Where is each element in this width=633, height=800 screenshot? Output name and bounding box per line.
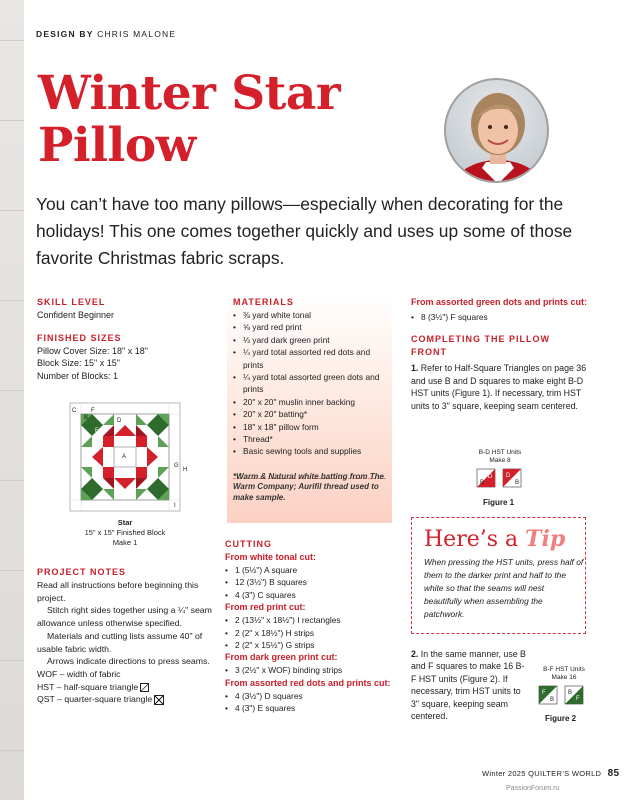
designer-name: CHRIS MALONE xyxy=(97,29,177,39)
material-item: • ⅜ yard white tonal xyxy=(233,309,388,321)
label-d: D xyxy=(117,418,122,424)
material-item: • 18" x 18" pillow form xyxy=(233,421,388,433)
abbr-hst: HST – half-square triangle xyxy=(37,681,139,692)
pillow-size: Pillow Cover Size: 18" x 18" xyxy=(37,345,148,356)
cut-item: • 4 (3½") D squares xyxy=(225,690,405,702)
step-2 xyxy=(411,648,529,722)
figure-1-diagram xyxy=(475,467,527,489)
figure-1-label xyxy=(465,449,535,465)
right-column xyxy=(411,296,591,412)
tip-title-text: Here’s a xyxy=(424,527,519,552)
block-size: Block Size: 15" x 15" xyxy=(37,358,120,369)
title-line-2: Pillow xyxy=(38,118,196,173)
material-item: • 20" x 20" muslin inner backing xyxy=(233,396,388,408)
completing-heading: COMPLETING THE PILLOW FRONT xyxy=(411,334,550,358)
star-block-diagram xyxy=(62,401,188,514)
figure-1-label-title: B-D HST Units xyxy=(478,449,522,456)
tip-title-script: Tip xyxy=(525,526,566,552)
note-seam: Stitch right sides together using a ¼" seam allowance unless otherwise specified. xyxy=(37,605,212,629)
byline xyxy=(36,29,176,39)
cutting-heading: CUTTING xyxy=(225,539,272,549)
block-caption-title: Star xyxy=(117,518,133,527)
folio-magazine: QUILTER’S WORLD xyxy=(528,769,602,778)
qst-icon xyxy=(154,695,164,705)
material-item: • Basic sewing tools and supplies xyxy=(233,445,388,457)
byline-label: DESIGN BY xyxy=(36,29,94,39)
materials-note: *Warm & Natural white batting from The Warm Company; Aurifil thread used to make sample. xyxy=(233,471,384,502)
designer-portrait xyxy=(444,78,549,183)
step-2-text: In the same manner, use B and F squares to make 16 B-F HST units (Figure 2). If necessary, trim HST units to 3" square, keeping seam centered. xyxy=(411,649,526,722)
cut-green-title: From dark green print cut: xyxy=(225,652,338,663)
fig2-letter: F xyxy=(576,696,580,702)
label-a: A xyxy=(122,454,127,460)
abbr-qst: QST – quarter-square triangle xyxy=(37,694,153,705)
step-1-number: 1. xyxy=(411,363,419,374)
number-of-blocks: Number of Blocks: 1 xyxy=(37,370,119,381)
tip-text: When pressing the HST units, press half of them to the darker print and half to the white so that the seams will nest beautifully when assembling the patchwork. xyxy=(424,557,584,619)
cut-item: • 2 (13½" x 18½") I rectangles xyxy=(225,614,405,626)
fig1-letter: B xyxy=(480,480,485,486)
step-1 xyxy=(411,362,591,412)
folio xyxy=(482,768,619,779)
step-2-number: 2. xyxy=(411,649,419,659)
note-instructions: Read all instructions before beginning this project. xyxy=(37,580,199,603)
skill-level-value: Confident Beginner xyxy=(37,310,115,320)
label-i: I xyxy=(174,503,176,509)
material-item: • ¼ yard total assorted red dots and prints xyxy=(233,346,388,371)
hst-icon xyxy=(140,683,149,692)
watermark: PassionForum.ru xyxy=(506,785,560,792)
figure-2-label-count: Make 16 xyxy=(551,674,577,681)
materials xyxy=(233,296,388,503)
left-column xyxy=(37,296,207,382)
cut-item: • 3 (2½" x WOF) binding strips xyxy=(225,664,405,676)
project-notes xyxy=(37,566,212,706)
fig1-letter: D xyxy=(488,474,493,480)
cut-item: • 8 (3½") F squares xyxy=(411,311,591,323)
block-caption-size: 15" x 15" Finished Block xyxy=(84,528,166,537)
figure-1-caption: Figure 1 xyxy=(483,498,515,507)
page-number: 85 xyxy=(607,768,620,779)
cut-item: • 4 (3") E squares xyxy=(225,702,405,714)
material-item: • ⅓ yard dark green print xyxy=(233,334,388,346)
title-line-1: Winter Star xyxy=(38,66,341,121)
figure-2-label xyxy=(532,666,596,682)
cut-item: • 2 (2" x 18½") H strips xyxy=(225,627,405,639)
material-item: • ¼ yard total assorted green dots and prints xyxy=(233,371,388,396)
label-h: H xyxy=(183,467,188,473)
finished-sizes-heading: FINISHED SIZES xyxy=(37,332,122,343)
folio-issue: Winter 2025 xyxy=(482,769,526,778)
note-arrows: Arrows indicate directions to press seams. xyxy=(47,656,210,667)
cut-item: • 4 (3") C squares xyxy=(225,589,405,601)
step-1-text: Refer to Half-Square Triangles on page 36 and use B and D squares to make eight B-D HST units (Figure 1). If necessary, trim HST units to 3" square, keeping seam centered. xyxy=(411,363,587,411)
tip-title xyxy=(424,526,565,552)
material-item: • ⅝ yard red print xyxy=(233,321,388,333)
label-b: B xyxy=(84,415,89,421)
cut-white-title: From white tonal cut: xyxy=(225,552,316,562)
intro-paragraph: You can’t have too many pillows—especially when decorating for the holidays! This one comes together quickly and uses up some of those favorite Christmas fabric scraps. xyxy=(36,194,573,268)
skill-level-heading: SKILL LEVEL xyxy=(37,297,106,307)
figure-2-label-title: B-F HST Units xyxy=(543,666,585,673)
label-c: C xyxy=(72,408,77,414)
materials-heading: MATERIALS xyxy=(233,297,294,307)
cut-item: • 12 (3½") B squares xyxy=(225,576,405,588)
project-notes-heading: PROJECT NOTES xyxy=(37,567,127,577)
label-f: F xyxy=(91,408,95,414)
figure-2-diagram xyxy=(537,684,589,706)
figure-1-label-count: Make 8 xyxy=(489,457,511,464)
tip-box xyxy=(411,517,586,634)
material-item: • Thread* xyxy=(233,433,388,445)
cut-assorted-green-title: From assorted green dots and prints cut: xyxy=(411,297,588,307)
page-title xyxy=(38,68,340,172)
block-caption xyxy=(62,518,188,548)
fig1-letter: D xyxy=(506,473,511,479)
material-item: • 20" x 20" batting* xyxy=(233,408,388,420)
abbr-wof: WOF – width of fabric xyxy=(37,668,121,679)
cutting xyxy=(225,538,405,715)
cut-item: • 2 (2" x 15½") G strips xyxy=(225,639,405,651)
fig2-letter: F xyxy=(542,690,546,696)
brick-background xyxy=(0,0,24,800)
label-g: G xyxy=(174,463,179,469)
fig1-letter: B xyxy=(515,480,520,486)
cut-item: • 1 (5½") A square xyxy=(225,564,405,576)
fig2-letter: B xyxy=(568,690,573,696)
cut-assorted-red-title: From assorted red dots and prints cut: xyxy=(225,677,391,688)
materials-list xyxy=(233,309,388,458)
cut-red-title: From red print cut: xyxy=(225,602,306,613)
fig2-letter: B xyxy=(550,697,555,703)
note-width: Materials and cutting lists assume 40" of usable fabric width. xyxy=(37,630,203,654)
block-caption-count: Make 1 xyxy=(112,538,138,547)
figure-2-caption: Figure 2 xyxy=(545,714,577,723)
label-e: E xyxy=(95,428,100,434)
